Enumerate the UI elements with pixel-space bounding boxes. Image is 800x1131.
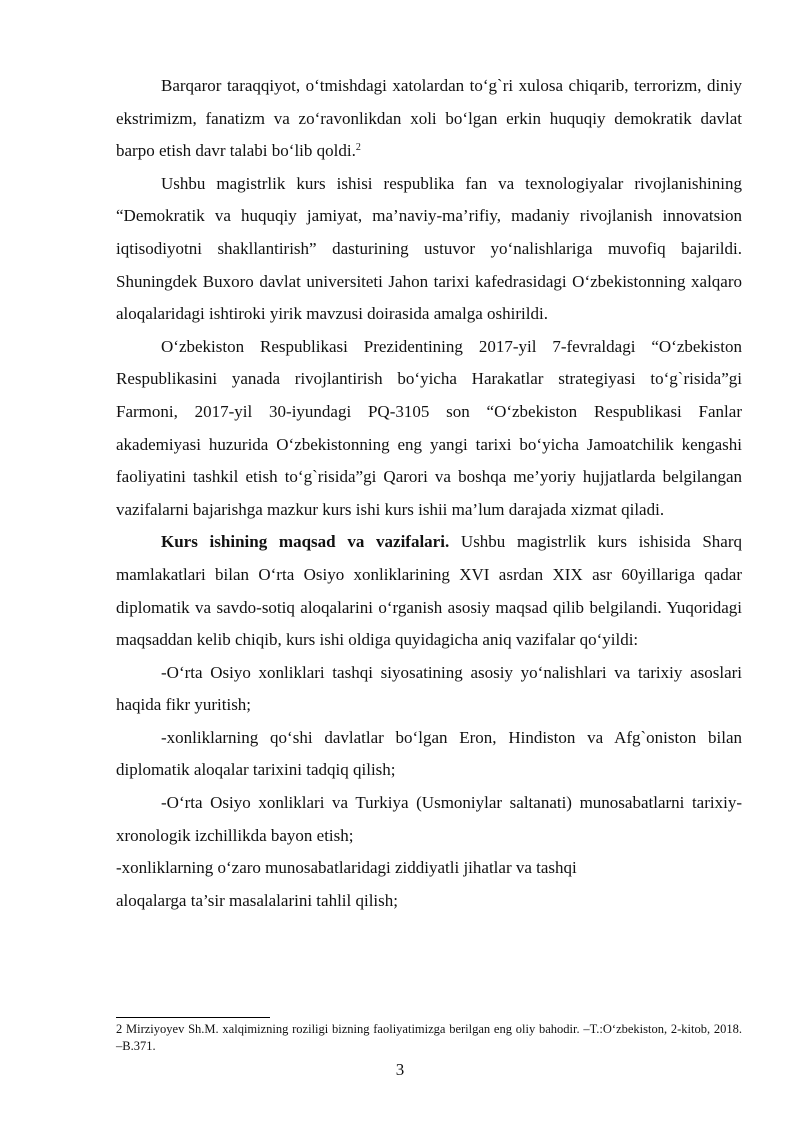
footnote-reference[interactable]: 2 (355, 142, 361, 154)
paragraph-2: Ushbu magistrlik kurs ishisi respublika fan va texnologiyalar rivojlanishining “Demokratik va huquqiy jamiyat, ma’naviy-ma’rifiy, madaniy rivojlanish innovatsion iqtisodiyotni shakllantirish” dasturining ustuvor yo‘nalishlariga muvofiq bajarildi. Shuningdek Buxoro davlat universiteti Jahon tarixi kafedrasidagi O‘zbekistonning xalqaro aloqalaridagi ishtiroki yirik mavzusi doirasida amalga oshirildi. (116, 173, 742, 324)
paragraph-1 (116, 70, 742, 168)
paragraph-3: O‘zbekiston Respublikasi Prezidentining 2017-yil 7-fevraldagi “O‘zbekiston Respublikasini yanada rivojlantirish bo‘yicha Harakatlar strategiyasi to‘g`risida”gi Farmoni, 2017-yil 30-iyundagi PQ-3105 son “O‘zbekiston Respublikasi Fanlar akademiyasi huzurida O‘zbekistonning eng yangi tarixi bo‘yicha Jamoatchilik kengashi faoliyatini tashkil etish to‘g`risida”gi Qarori va boshqa me’yoriy hujjatlarda belgilangan vazifalarni bajarishga mazkur kurs ishi kurs ishii ma’lum darajada xizmat qiladi. (116, 336, 742, 519)
footnote-separator (116, 1017, 270, 1018)
task-item-1: -O‘rta Osiyo xonliklari tashqi siyosatining asosiy yo‘nalishlari va tarixiy asoslari haqida fikr yuritish; (116, 662, 742, 715)
task-item-4-line-2: aloqalarga ta’sir masalalarini tahlil qilish; (116, 890, 398, 910)
page-body (116, 70, 742, 917)
paragraph-1-text: Barqaror taraqqiyot, o‘tmishdagi xatolardan to‘g`ri xulosa chiqarib, terrorizm, diniy ekstrimizm, fanatizm va zo‘ravonlikdan xoli bo‘lgan erkin huquqiy demokratik davlat barpo etish davr talabi bo‘lib qoldi. (116, 76, 742, 161)
paragraph-4 (116, 526, 742, 656)
section-heading: Kurs ishining maqsad va vazifalari. (161, 532, 450, 552)
paragraph-4-text: Ushbu magistrlik kurs ishisida Sharq mamlakatlari bilan O‘rta Osiyo xonliklarining XVI asrdan XIX asr 60yillariga qadar diplomatik va savdo-sotiq aloqalarini o‘rganish asosiy maqsad qilib belgilandi. Yuqoridagi maqsaddan kelib chiqib, kurs ishi oldiga quyidagicha aniq vazifalar qo‘yildi: (116, 532, 742, 650)
task-item-4-line-1: -xonliklarning o‘zaro munosabatlaridagi ziddiyatli jihatlar va tashqi (116, 858, 577, 878)
task-item-3: -O‘rta Osiyo xonliklari va Turkiya (Usmoniylar saltanati) munosabatlarni tarixiy-xronologik izchillikda bayon etish; (116, 793, 742, 845)
page-number: 3 (395, 1060, 405, 1079)
task-item-2: -xonliklarning qo‘shi davlatlar bo‘lgan Eron, Hindiston va Afg`oniston bilan diplomatik aloqalar tarixini tadqiq qilish; (116, 727, 742, 780)
footnote: 2 Mirziyoyev Sh.M. xalqimizning roziligi bizning faoliyatimizga berilgan eng oliy bahodir. –T.:O‘zbekiston, 2-kitob, 2018. –B.371. (116, 1022, 742, 1053)
